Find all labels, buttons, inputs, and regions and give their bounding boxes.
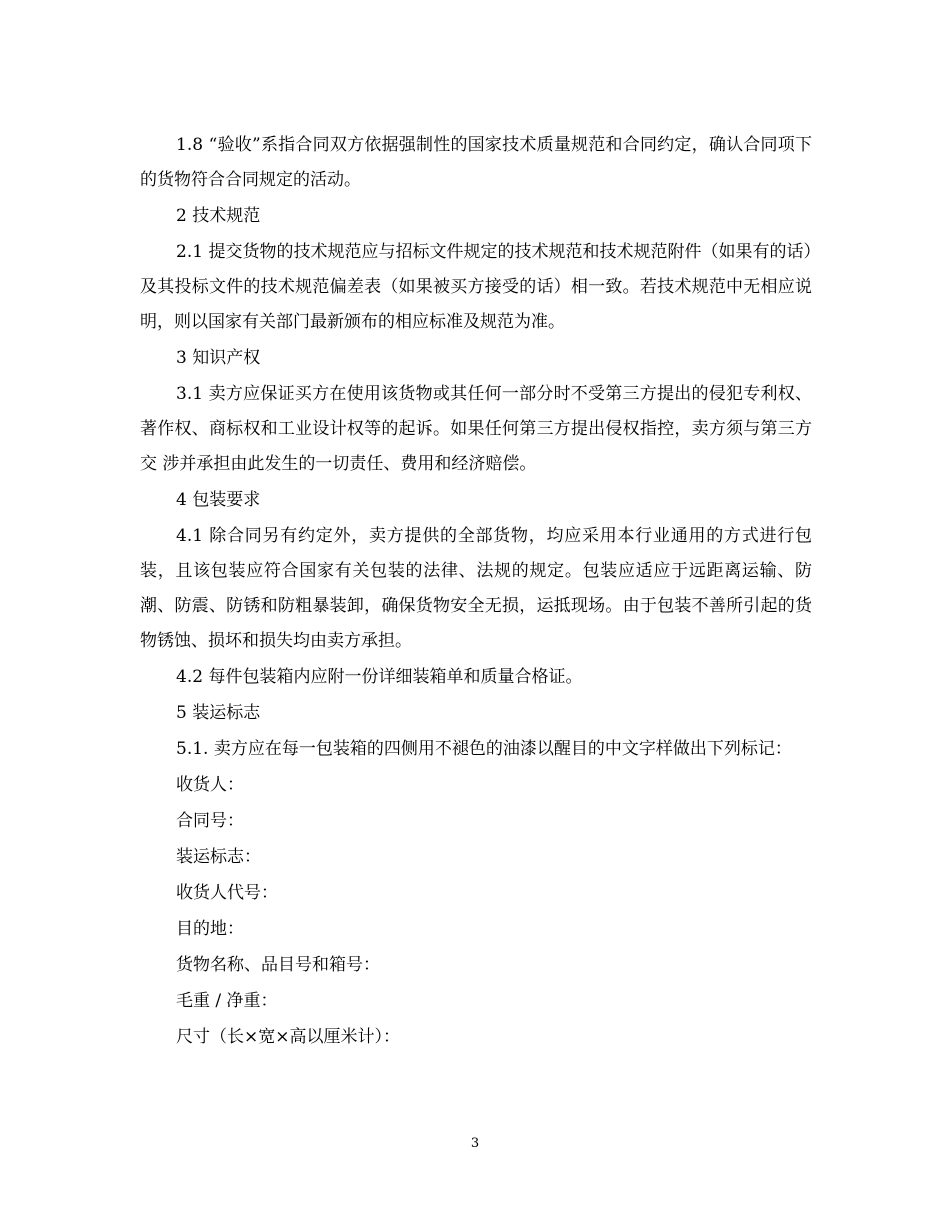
heading-technical-specs: 2 技术规范 [176, 206, 261, 226]
mark-field-destination: 目的地： [176, 919, 244, 939]
mark-field-shipping-mark: 装运标志： [176, 847, 261, 867]
mark-field-consignee: 收货人： [176, 775, 244, 795]
clause-1-8: 1.8 “验收”系指合同双方依据强制性的国家技术质量规范和合同约定，确认合同项下的货物符合合同规定的活动。 [140, 135, 812, 190]
mark-field-dimensions: 尺寸（长×宽×高以厘米计）： [176, 1027, 400, 1047]
heading-shipping-marks: 5 装运标志 [176, 703, 261, 723]
clause-4-1: 4.1 除合同另有约定外，卖方提供的全部货物，均应采用本行业通用的方式进行包装，且该包装应符合国家有关包装的法律、法规的规定。包装应适应于远距离运输、防潮、防震、防锈和防粗暴装卸，确保货物安全无损，运抵现场。由于包装不善所引起的货物锈蚀、损坏和损失均由卖方承担。 [140, 526, 812, 651]
mark-field-contract-no: 合同号： [176, 811, 244, 831]
clause-5-1: 5.1. 卖方应在每一包装箱的四侧用不褪色的油漆以醒目的中文字样做出下列标记： [176, 739, 792, 759]
heading-packaging: 4 包装要求 [176, 490, 261, 510]
page-number: 3 [470, 1136, 480, 1151]
mark-field-consignee-code: 收货人代号： [176, 883, 278, 903]
heading-intellectual-property: 3 知识产权 [176, 348, 261, 368]
clause-2-1: 2.1 提交货物的技术规范应与招标文件规定的技术规范和技术规范附件（如果有的话）及其投标文件的技术规范偏差表（如果被买方接受的话）相一致。若技术规范中无相应说明，则以国家有关部门最新颁布的相应标准及规范为准。 [140, 242, 812, 332]
clause-3-1: 3.1 卖方应保证买方在使用该货物或其任何一部分时不受第三方提出的侵犯专利权、 著作权、商标权和工业设计权等的起诉。如果任何第三方提出侵权指控，卖方须与第三方交 涉并承担由此发生的一切责任、费用和经济赔偿。 [140, 384, 812, 474]
mark-field-goods-name: 货物名称、品目号和箱号： [176, 955, 380, 975]
clause-4-2: 4.2 每件包装箱内应附一份详细装箱单和质量合格证。 [176, 667, 583, 687]
document-body [140, 128, 812, 1056]
mark-field-weight: 毛重 / 净重： [176, 991, 278, 1011]
